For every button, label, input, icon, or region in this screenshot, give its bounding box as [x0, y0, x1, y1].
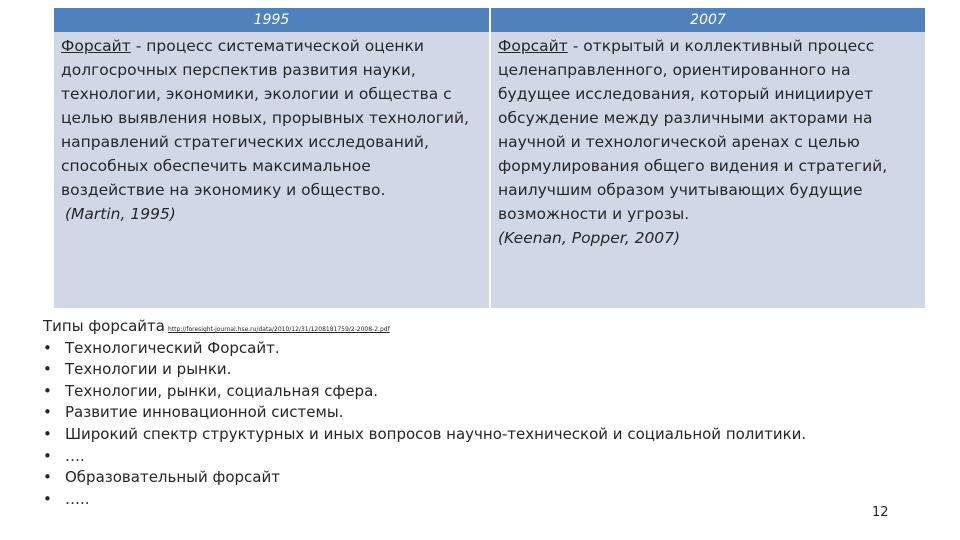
header-1995: 1995	[54, 8, 490, 32]
list-item: • ….	[43, 446, 903, 468]
foresight-types-section	[43, 316, 903, 510]
foresight-types-list	[43, 338, 903, 511]
citation-2007: (Keenan, Popper, 2007)	[498, 229, 681, 247]
list-item: • Образовательный форсайт	[43, 467, 903, 489]
list-item: • Технологии и рынки.	[43, 359, 903, 381]
bullet-icon: •	[43, 381, 52, 400]
definitions-table	[54, 8, 925, 308]
bullet-icon: •	[43, 403, 52, 422]
bullet-icon: •	[43, 468, 52, 487]
bullet-icon: •	[43, 446, 52, 465]
definition-2007-text: - открытый и коллективный процесс целенаправленного, ориентированного на будущее исследования, который инициирует обсуждение между различными акторами на научной и технологической аренах с целью формулирования общего видения и стратегий, наилучшим образом учитывающих будущие возможности и угрозы.	[498, 37, 888, 223]
foresight-types-heading: Типы форсайта	[43, 317, 165, 335]
list-item: • Широкий спектр структурных и иных вопросов научно-технической и социальной политики.	[43, 424, 903, 446]
header-2007: 2007	[490, 8, 925, 32]
list-item: • Технологический Форсайт.	[43, 338, 903, 360]
list-item: • Технологии, рынки, социальная сфера.	[43, 381, 903, 403]
bullet-icon: •	[43, 489, 52, 508]
list-item: • Развитие инновационной системы.	[43, 402, 903, 424]
definition-2007	[490, 32, 925, 308]
definition-1995	[54, 32, 490, 308]
bullet-icon: •	[43, 424, 52, 443]
term-1995: Форсайт	[61, 37, 131, 55]
source-link[interactable]: http://foresight-journal.hse.ru/data/2010/12/31/1208181759/2-2008-2.pdf	[167, 326, 390, 333]
citation-1995: (Martin, 1995)	[65, 205, 176, 223]
definition-1995-text: - процесс систематической оценки долгосрочных перспектив развития науки, технологии, экономики, экологии и общества с целью выявления новых, прорывных технологий, направлений стратегических исследований, способных обеспечить максимальное воздействие на экономику и общество.	[61, 37, 469, 199]
term-2007: Форсайт	[498, 37, 568, 55]
bullet-icon: •	[43, 360, 52, 379]
list-item: • …..	[43, 489, 903, 511]
bullet-icon: •	[43, 338, 52, 357]
page-number: 12	[872, 505, 889, 520]
